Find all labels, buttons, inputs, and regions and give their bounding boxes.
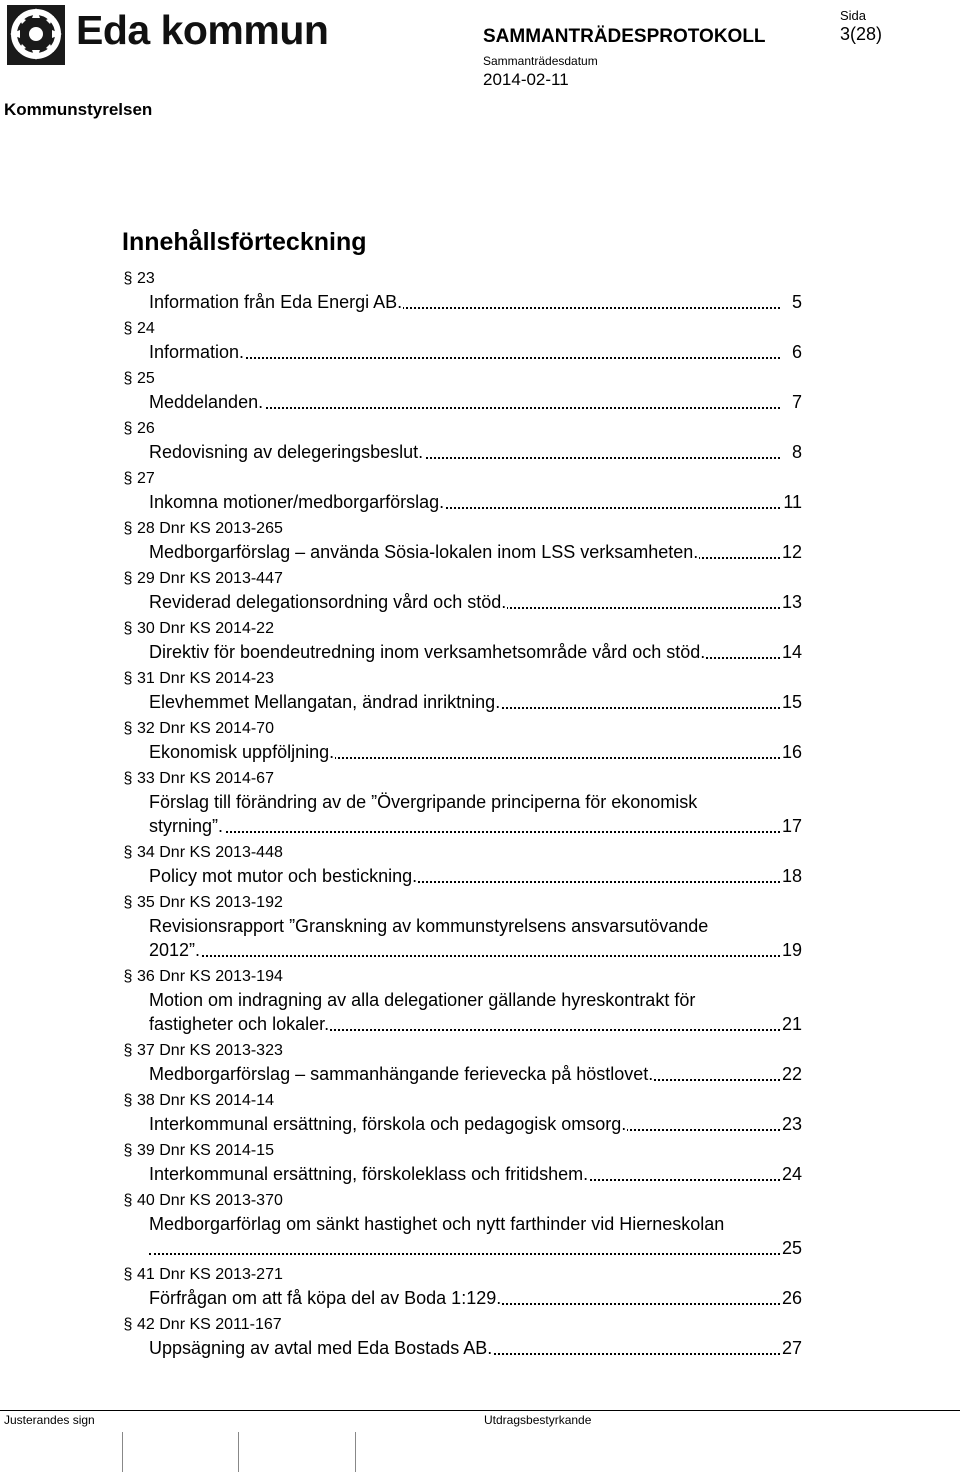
document-type: SAMMANTRÄDESPROTOKOLL [483,26,766,47]
toc-entry-page: 19 [781,940,802,960]
toc-entry-id: 28 Dnr KS 2013-265 [137,520,283,537]
toc-entry-heading [122,892,802,914]
section-symbol: § [123,270,133,287]
section-symbol: § [123,1316,133,1333]
toc-entry-id: 33 Dnr KS 2014-67 [137,770,274,787]
toc-entry-heading [122,368,802,390]
toc-entry-id: 35 Dnr KS 2013-192 [137,894,283,911]
toc-entry[interactable] [122,1264,802,1310]
section-symbol: § [123,670,133,687]
page-number: 3(28) [840,24,883,44]
toc-entry-heading [122,1314,802,1336]
toc-entry-title: Uppsägning av avtal med Eda Bostads AB. [149,1338,493,1358]
toc-entry-title: Redovisning av delegeringsbeslut. [149,442,424,462]
toc-entry-title-row [149,1012,802,1036]
toc-entry-title-row [149,1286,802,1310]
brand-name: Eda kommun [76,7,329,53]
toc-entry-title-row [149,340,802,364]
toc-entry-title: 2012”. [149,940,201,960]
toc-entry-page: 11 [783,492,802,512]
section-symbol: § [123,1042,133,1059]
dot-leader [149,1253,780,1255]
toc-entry[interactable] [122,368,802,414]
toc-entry-id: 36 Dnr KS 2013-194 [137,968,283,985]
toc-entry-title-line: Motion om indragning av alla delegationer gällande hyreskontrakt för [149,990,696,1010]
section-symbol: § [123,968,133,985]
toc-entry[interactable] [122,768,802,838]
toc-entry-title-row [149,1062,802,1086]
toc-entry-title: Direktiv för boendeutredning inom verksamhetsområde vård och stöd. [149,642,706,662]
toc-entry-id: 31 Dnr KS 2014-23 [137,670,274,687]
toc-entry-page: 16 [781,742,802,762]
toc-entry[interactable] [122,966,802,1036]
toc-entry-title-row [149,490,802,514]
dot-leader [149,955,780,957]
page-label: Sida [840,8,867,23]
eda-kommun-crest-icon [6,4,66,66]
toc-entry-title: Meddelanden. [149,392,264,412]
section-symbol: § [123,620,133,637]
toc-entry-page: 7 [791,392,802,412]
toc-entry[interactable] [122,668,802,714]
toc-entry-title-row [149,864,802,888]
toc-entry[interactable] [122,468,802,514]
toc-entry-title: fastigheter och lokaler. [149,1014,330,1034]
toc-entry-id: 32 Dnr KS 2014-70 [137,720,274,737]
toc-entry-title-line: Revisionsrapport ”Granskning av kommunstyrelsens ansvarsutövande [149,916,709,936]
toc-entry-title: styrning”. [149,816,224,836]
section-symbol: § [123,320,133,337]
toc-entry-page: 21 [781,1014,802,1034]
toc-entry-title: Policy mot mutor och bestickning. [149,866,418,886]
toc-entry[interactable] [122,1314,802,1360]
toc-entry-heading [122,318,802,340]
toc-entry-title-row [149,390,802,414]
toc-entry-heading [122,668,802,690]
toc-entry-title-line: Förslag till förändring av de ”Övergripande principerna för ekonomisk [149,792,698,812]
toc-entry-heading [122,468,802,490]
toc-entry-page: 12 [781,542,802,562]
section-symbol: § [123,844,133,861]
toc-entry[interactable] [122,892,802,962]
toc-entry-page: 22 [781,1064,802,1084]
toc-entry-id: 27 [137,470,155,487]
toc-entry[interactable] [122,518,802,564]
toc-entry-id: 25 [137,370,155,387]
toc-entry-page: 6 [791,342,802,362]
date-label: Sammanträdesdatum [483,54,598,68]
toc-entry-page: 27 [781,1338,802,1358]
section-symbol: § [123,370,133,387]
date-value: 2014-02-11 [483,70,569,89]
toc-entry[interactable] [122,1140,802,1186]
section-symbol: § [123,770,133,787]
toc-entry[interactable] [122,842,802,888]
toc-entry-title: Medborgarförslag – använda Sösia-lokalen inom LSS verksamheten. [149,542,699,562]
toc-entry-page: 13 [781,592,802,612]
toc-entry-title: Information från Eda Energi AB. [149,292,403,312]
toc-entry-title: Elevhemmet Mellangatan, ändrad inriktning. [149,692,501,712]
toc-entry-id: 24 [137,320,155,337]
toc-entry-page: 8 [791,442,802,462]
toc-entry-id: 38 Dnr KS 2014-14 [137,1092,274,1109]
toc-entry-page: 18 [781,866,802,886]
signature-label: Justerandes sign [4,1413,95,1427]
toc-entry-id: 23 [137,270,155,287]
toc-entry-title: Reviderad delegationsordning vård och stöd. [149,592,507,612]
toc-entry-title-row [149,290,802,314]
toc-entry-heading [122,842,802,864]
toc-entry-title: Förfrågan om att få köpa del av Boda 1:129. [149,1288,502,1308]
organization-name: Kommunstyrelsen [4,100,153,119]
section-symbol: § [123,720,133,737]
toc-entry-heading [122,1190,802,1212]
certification-label: Utdragsbestyrkande [484,1413,592,1427]
dot-leader [149,831,780,833]
toc-entry-id: 39 Dnr KS 2014-15 [137,1142,274,1159]
toc-entry[interactable] [122,1040,802,1086]
toc-title: Innehållsförteckning [122,228,367,256]
toc-entry-id: 37 Dnr KS 2013-323 [137,1042,283,1059]
toc-entry-title-row [149,590,802,614]
toc-entry-title-row [149,1162,802,1186]
toc-entry-page: 15 [781,692,802,712]
section-symbol: § [123,470,133,487]
toc-entry-title-row [149,1112,802,1136]
toc-entry-title-row [149,938,802,962]
toc-entry-page: 25 [781,1238,802,1258]
signature-box-divider [355,1432,356,1472]
section-symbol: § [123,520,133,537]
signature-box-divider [122,1432,123,1472]
toc-entry-id: 26 [137,420,155,437]
section-symbol: § [123,894,133,911]
toc-entry-title-row [149,440,802,464]
section-symbol: § [123,570,133,587]
toc-entry-title-line: Medborgarförlag om sänkt hastighet och nytt farthinder vid Hierneskolan [149,1214,725,1234]
toc-entry[interactable] [122,268,802,314]
toc-entry-page: 24 [781,1164,802,1184]
section-symbol: § [123,1142,133,1159]
toc-entry-id: 30 Dnr KS 2014-22 [137,620,274,637]
section-symbol: § [123,1192,133,1209]
toc-entry-heading [122,1140,802,1162]
toc-entry-heading [122,568,802,590]
toc-entry[interactable] [122,718,802,764]
toc-entry-page: 14 [781,642,802,662]
toc-entry-page: 17 [781,816,802,836]
toc-entry-title: Medborgarförslag – sammanhängande ferievecka på höstlovet. [149,1064,654,1084]
toc-entry-page: 23 [781,1114,802,1134]
toc-entry-title: Interkommunal ersättning, förskola och pedagogisk omsorg. [149,1114,627,1134]
toc-entry-heading [122,518,802,540]
toc-entry[interactable] [122,618,802,664]
toc-entry-title-row [149,1336,802,1360]
toc-entry-title-row [149,640,802,664]
toc-entry-heading [122,1090,802,1112]
toc-entry-id: 42 Dnr KS 2011-167 [137,1316,282,1333]
toc-entry-heading [122,1264,802,1286]
toc-entry-id: 41 Dnr KS 2013-271 [137,1266,283,1283]
toc-entry-heading [122,966,802,988]
toc-entry-id: 29 Dnr KS 2013-447 [137,570,283,587]
toc-entry-id: 40 Dnr KS 2013-370 [137,1192,283,1209]
toc-entry-heading [122,268,802,290]
toc-entry-page: 5 [791,292,802,312]
section-symbol: § [123,420,133,437]
toc-entry-title-row [149,690,802,714]
toc-entry-heading [122,768,802,790]
toc-entry-heading [122,418,802,440]
toc-entry[interactable] [122,1190,802,1260]
toc-entry-title: Inkomna motioner/medborgarförslag. [149,492,445,512]
toc-entry-title: Interkommunal ersättning, förskoleklass och fritidshem. [149,1164,589,1184]
toc-entry-title: Ekonomisk uppföljning. [149,742,335,762]
toc-entry-title: Information. [149,342,245,362]
toc-entry-title-row [149,1236,802,1260]
toc-entry-heading [122,1040,802,1062]
toc-entry-heading [122,618,802,640]
toc-entry-title-row [149,814,802,838]
footer-divider [0,1410,960,1411]
toc-entry-title-row [149,740,802,764]
toc-entry[interactable] [122,318,802,364]
section-symbol: § [123,1092,133,1109]
toc-entry-heading [122,718,802,740]
toc-entry-id: 34 Dnr KS 2013-448 [137,844,283,861]
section-symbol: § [123,1266,133,1283]
toc-entry[interactable] [122,418,802,464]
toc-entry-title-row [149,540,802,564]
toc-entry[interactable] [122,568,802,614]
signature-box-divider [238,1432,239,1472]
toc-entry-page: 26 [781,1288,802,1308]
toc-entry[interactable] [122,1090,802,1136]
